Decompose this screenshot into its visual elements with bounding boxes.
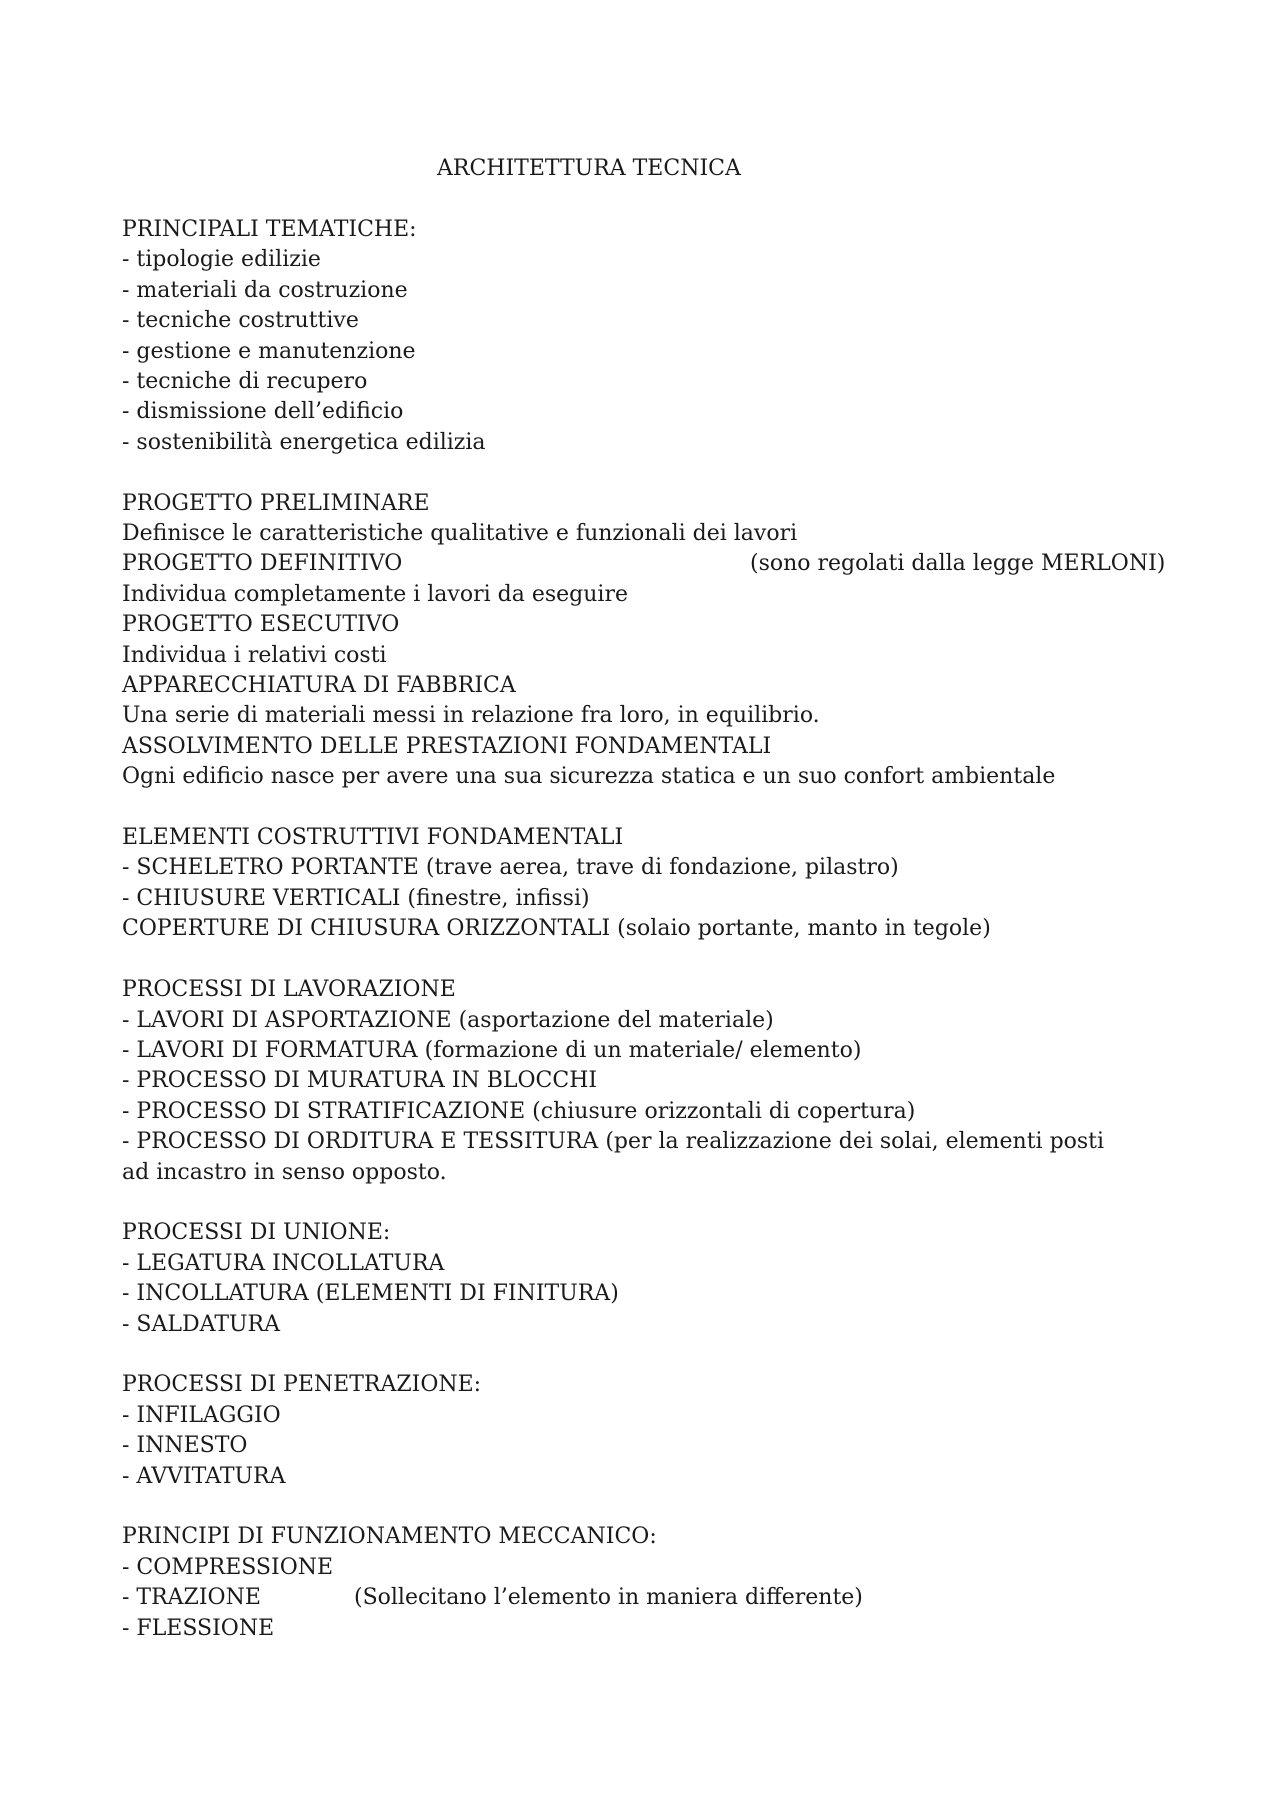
paragraph: Ogni edificio nasce per avere una sua sicurezza statica e un suo confort ambientale [122, 764, 1056, 790]
list-item: - TRAZIONE [122, 1585, 261, 1611]
list-item: - materiali da costruzione [122, 277, 408, 303]
merloni-note: (sono regolati dalla legge MERLONI) [750, 551, 1166, 577]
spacer [122, 1188, 1172, 1218]
section-progetti [122, 489, 1172, 793]
list-item: - tecniche di recupero [122, 369, 368, 395]
section-heading: PRINCIPALI TEMATICHE: [122, 217, 417, 242]
section-heading: PRINCIPI DI FUNZIONAMENTO MECCANICO: [122, 1524, 657, 1550]
section-penetrazione [122, 1370, 1172, 1492]
spacer [122, 458, 1172, 488]
list-item: - sostenibilità energetica edilizia [122, 429, 486, 455]
list-item: - INCOLLATURA (ELEMENTI DI FINITURA) [122, 1281, 619, 1307]
list-item: - INFILAGGIO [122, 1402, 281, 1428]
list-item: - SCHELETRO PORTANTE (trave aerea, trave di fondazione, pilastro) [122, 855, 899, 881]
list-item: - dismissione dell’edificio [122, 399, 404, 425]
section-heading: PROGETTO PRELIMINARE [122, 490, 430, 516]
list-item: - LEGATURA INCOLLATURA [122, 1250, 445, 1276]
definitivo-row [122, 549, 1172, 579]
list-item: - tipologie edilizie [122, 247, 321, 273]
section-meccanico [122, 1522, 1172, 1644]
list-item: - gestione e manutenzione [122, 338, 416, 364]
section-lavorazione [122, 975, 1172, 1188]
section-heading: PROCESSI DI LAVORAZIONE [122, 977, 456, 1003]
spacer [122, 945, 1172, 975]
section-tematiche [122, 215, 1172, 458]
list-item: - SALDATURA [122, 1311, 280, 1337]
list-item: - COMPRESSIONE [122, 1554, 334, 1580]
section-unione [122, 1218, 1172, 1340]
spacer [122, 793, 1172, 823]
paragraph: Definisce le caratteristiche qualitative e funzionali dei lavori [122, 521, 798, 547]
paragraph: Una serie di materiali messi in relazione fra loro, in equilibrio. [122, 703, 820, 729]
list-item: - LAVORI DI ASPORTAZIONE (asportazione del materiale) [122, 1007, 774, 1033]
section-heading: ASSOLVIMENTO DELLE PRESTAZIONI FONDAMENTALI [122, 733, 772, 759]
trazione-row [122, 1583, 1172, 1613]
section-heading: ELEMENTI COSTRUTTIVI FONDAMENTALI [122, 825, 624, 851]
list-item: - PROCESSO DI MURATURA IN BLOCCHI [122, 1068, 598, 1094]
paragraph: Individua i relativi costi [122, 642, 387, 668]
paragraph: Individua completamente i lavori da eseguire [122, 581, 628, 607]
list-item: - CHIUSURE VERTICALI (finestre, infissi) [122, 885, 590, 911]
list-item: - LAVORI DI FORMATURA (formazione di un materiale/ elemento) [122, 1037, 862, 1063]
list-item: - PROCESSO DI STRATIFICAZIONE (chiusure orizzontali di copertura) [122, 1098, 916, 1124]
spacer [122, 1492, 1172, 1522]
document-body [122, 215, 1172, 1644]
section-heading: PROCESSI DI UNIONE: [122, 1220, 391, 1246]
section-heading: APPARECCHIATURA DI FABBRICA [122, 673, 516, 699]
list-item: - PROCESSO DI ORDITURA E TESSITURA (per la realizzazione dei solai, elementi posti ad incastro in senso opposto. [122, 1129, 1105, 1185]
section-heading: PROCESSI DI PENETRAZIONE: [122, 1372, 482, 1398]
section-heading: PROGETTO ESECUTIVO [122, 612, 400, 638]
list-item: COPERTURE DI CHIUSURA ORIZZONTALI (solaio portante, manto in tegole) [122, 916, 991, 942]
list-item: - AVVITATURA [122, 1463, 286, 1489]
document-title: ARCHITETTURA TECNICA [437, 156, 741, 181]
spacer [122, 1340, 1172, 1370]
list-item: - FLESSIONE [122, 1615, 275, 1641]
list-item: - INNESTO [122, 1433, 248, 1459]
list-item: - tecniche costruttive [122, 308, 359, 334]
section-elementi [122, 823, 1172, 945]
section-heading: PROGETTO DEFINITIVO [122, 551, 403, 577]
sollecitazione-note: (Sollecitano l’elemento in maniera differente) [354, 1585, 863, 1611]
